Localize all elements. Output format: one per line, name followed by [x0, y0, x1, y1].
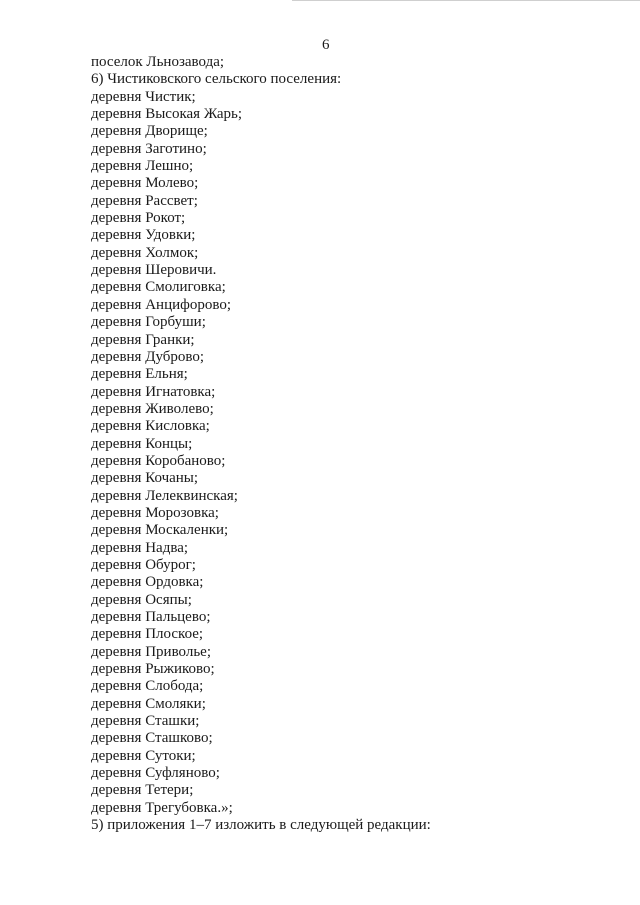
text-line: деревня Ельня;: [91, 366, 188, 383]
text-line: деревня Плоское;: [91, 626, 204, 643]
text-line: деревня Суфляново;: [91, 765, 220, 782]
text-line: деревня Рассвет;: [91, 192, 198, 209]
text-line: деревня Смолиговка;: [91, 279, 226, 296]
text-line: деревня Тетери;: [91, 782, 194, 799]
text-line: деревня Сутоки;: [91, 747, 196, 764]
text-line: деревня Кочаны;: [91, 470, 199, 487]
text-line: деревня Рыжиково;: [91, 661, 215, 678]
text-line: деревня Холмок;: [91, 244, 199, 261]
text-line: деревня Заготино;: [91, 140, 207, 157]
text-line: деревня Анцифорово;: [91, 296, 231, 313]
scan-edge-line: [292, 0, 640, 1]
text-line: деревня Дворище;: [91, 123, 208, 140]
text-line: деревня Рокот;: [91, 210, 186, 227]
text-line: деревня Чистик;: [91, 88, 196, 105]
text-line: деревня Ордовка;: [91, 574, 204, 591]
text-line: деревня Осяпы;: [91, 591, 192, 608]
text-line: деревня Обурог;: [91, 556, 196, 573]
text-line: деревня Высокая Жарь;: [91, 106, 243, 123]
text-line: деревня Трегубовка.»;: [91, 799, 233, 816]
text-line: деревня Коробаново;: [91, 452, 226, 469]
text-line: деревня Концы;: [91, 435, 193, 452]
page-number: 6: [322, 37, 330, 53]
text-line: деревня Дуброво;: [91, 348, 205, 365]
text-line: деревня Кисловка;: [91, 418, 210, 435]
text-line: деревня Надва;: [91, 539, 189, 556]
text-line: деревня Сташки;: [91, 713, 200, 730]
text-line: деревня Пальцево;: [91, 609, 211, 625]
text-line: деревня Удовки;: [91, 227, 196, 244]
text-line: деревня Смоляки;: [91, 695, 206, 712]
text-line: деревня Горбуши;: [91, 314, 206, 331]
text-line: деревня Приволье;: [91, 643, 211, 660]
text-line: 6) Чистиковского сельского поселения:: [91, 71, 342, 88]
text-line: деревня Шеровичи.: [91, 262, 217, 279]
text-lines: [91, 54, 431, 834]
text-line: 5) приложения 1–7 изложить в следующей редакции:: [91, 817, 431, 834]
text-line: деревня Слобода;: [91, 678, 204, 695]
text-line: деревня Лешно;: [91, 158, 194, 175]
text-line: деревня Сташково;: [91, 730, 213, 747]
text-line: деревня Игнатовка;: [91, 383, 216, 400]
text-line: деревня Морозовка;: [91, 504, 219, 521]
text-line: деревня Лелеквинская;: [91, 487, 238, 504]
text-line: деревня Молево;: [91, 175, 199, 192]
text-line: деревня Москаленки;: [91, 522, 229, 539]
text-line: деревня Гранки;: [91, 331, 195, 348]
text-line: поселок Льнозавода;: [91, 54, 225, 70]
text-line: деревня Живолево;: [91, 400, 214, 417]
